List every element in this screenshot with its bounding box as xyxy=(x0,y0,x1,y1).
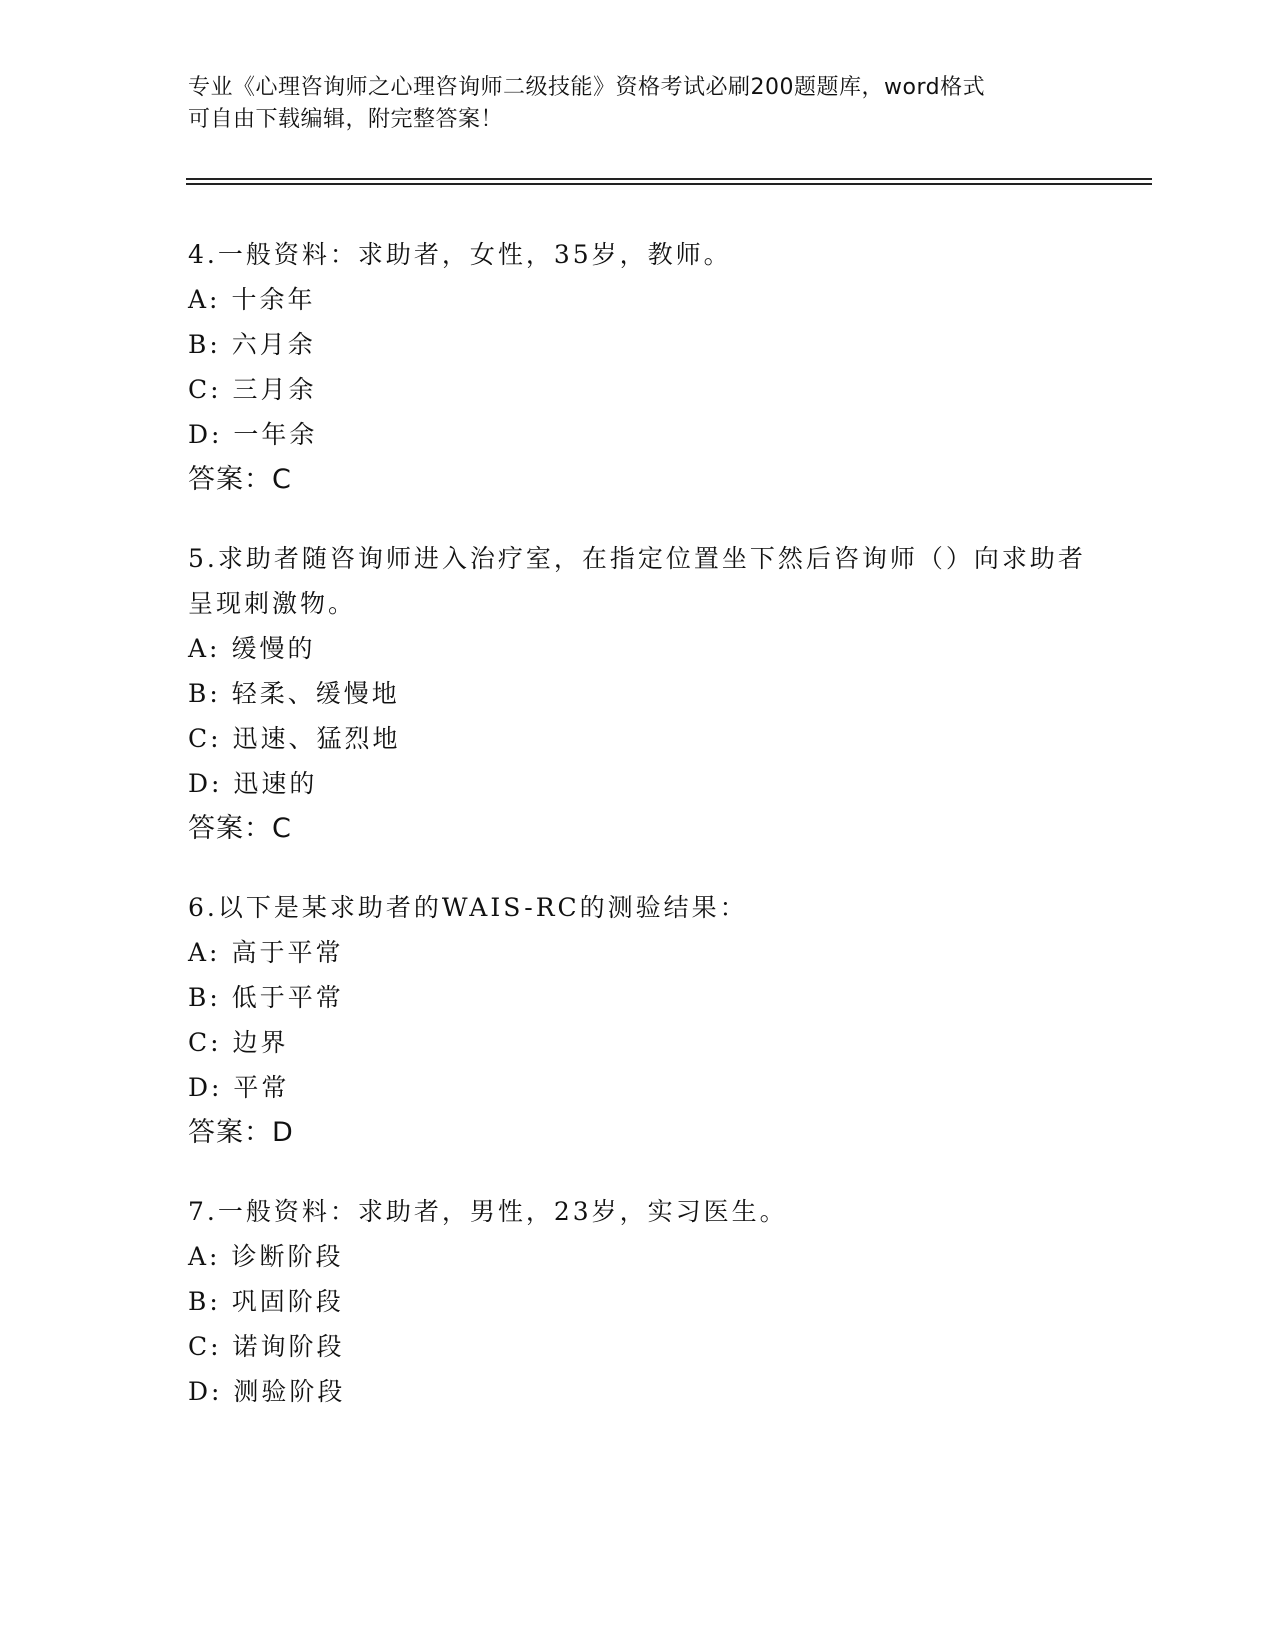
option-key: C: xyxy=(188,375,222,404)
option-text: 巩固阶段 xyxy=(231,1287,344,1316)
option-text: 诊断阶段 xyxy=(231,1242,344,1271)
option-c xyxy=(188,716,1088,761)
option-b xyxy=(188,1279,1088,1324)
option-text: 缓慢的 xyxy=(231,634,316,663)
option-c xyxy=(188,1324,1088,1369)
option-key: A: xyxy=(188,285,221,314)
option-text: 诺询阶段 xyxy=(232,1332,345,1361)
option-text: 高于平常 xyxy=(231,938,344,967)
option-text: 迅速、猛烈地 xyxy=(232,724,401,753)
answer-line: 答案：C xyxy=(188,464,292,495)
option-d xyxy=(188,412,1088,457)
option-key: B: xyxy=(188,330,221,359)
option-a xyxy=(188,277,1088,322)
option-b xyxy=(188,975,1088,1020)
option-key: A: xyxy=(188,634,221,663)
option-key: C: xyxy=(188,724,222,753)
option-text: 边界 xyxy=(232,1028,289,1057)
header-line-2: 可自由下载编辑，附完整答案！ xyxy=(188,107,504,132)
option-key: D: xyxy=(188,769,223,798)
header-line-1: 专业《心理咨询师之心理咨询师二级技能》资格考试必刷200题题库，word格式 xyxy=(188,75,986,100)
option-key: B: xyxy=(188,983,221,1012)
question-list xyxy=(188,232,1088,1448)
option-text: 六月余 xyxy=(231,330,316,359)
question-text: 5.求助者随咨询师进入治疗室，在指定位置坐下然后咨询师（）向求助者呈现刺激物。 xyxy=(188,544,1086,618)
answer-line: 答案：C xyxy=(188,813,292,844)
option-b xyxy=(188,671,1088,716)
option-text: 迅速的 xyxy=(233,769,318,798)
option-text: 测验阶段 xyxy=(233,1377,346,1406)
option-key: D: xyxy=(188,420,223,449)
option-key: B: xyxy=(188,1287,221,1316)
option-a xyxy=(188,930,1088,975)
option-text: 三月余 xyxy=(232,375,317,404)
question-text: 7.一般资料：求助者，男性，23岁，实习医生。 xyxy=(188,1197,788,1226)
document-header xyxy=(188,72,1088,136)
option-b xyxy=(188,322,1088,367)
option-key: C: xyxy=(188,1332,222,1361)
question-text: 4.一般资料：求助者，女性，35岁，教师。 xyxy=(188,240,732,269)
header-divider-bottom xyxy=(186,183,1152,185)
option-text: 轻柔、缓慢地 xyxy=(231,679,400,708)
option-c xyxy=(188,1020,1088,1065)
option-key: B: xyxy=(188,679,221,708)
option-key: A: xyxy=(188,938,221,967)
option-key: C: xyxy=(188,1028,222,1057)
option-a xyxy=(188,626,1088,671)
question-5 xyxy=(188,536,1088,851)
header-divider-top xyxy=(186,178,1152,180)
option-d xyxy=(188,1065,1088,1110)
option-a xyxy=(188,1234,1088,1279)
question-7 xyxy=(188,1189,1088,1414)
option-key: A: xyxy=(188,1242,221,1271)
question-6 xyxy=(188,885,1088,1155)
question-4 xyxy=(188,232,1088,502)
question-text: 6.以下是某求助者的WAIS-RC的测验结果： xyxy=(188,893,748,922)
answer-line: 答案：D xyxy=(188,1117,294,1148)
option-key: D: xyxy=(188,1377,223,1406)
option-text: 低于平常 xyxy=(231,983,344,1012)
option-c xyxy=(188,367,1088,412)
option-d xyxy=(188,761,1088,806)
option-text: 一年余 xyxy=(233,420,318,449)
option-d xyxy=(188,1369,1088,1414)
option-key: D: xyxy=(188,1073,223,1102)
option-text: 平常 xyxy=(233,1073,290,1102)
option-text: 十余年 xyxy=(231,285,316,314)
